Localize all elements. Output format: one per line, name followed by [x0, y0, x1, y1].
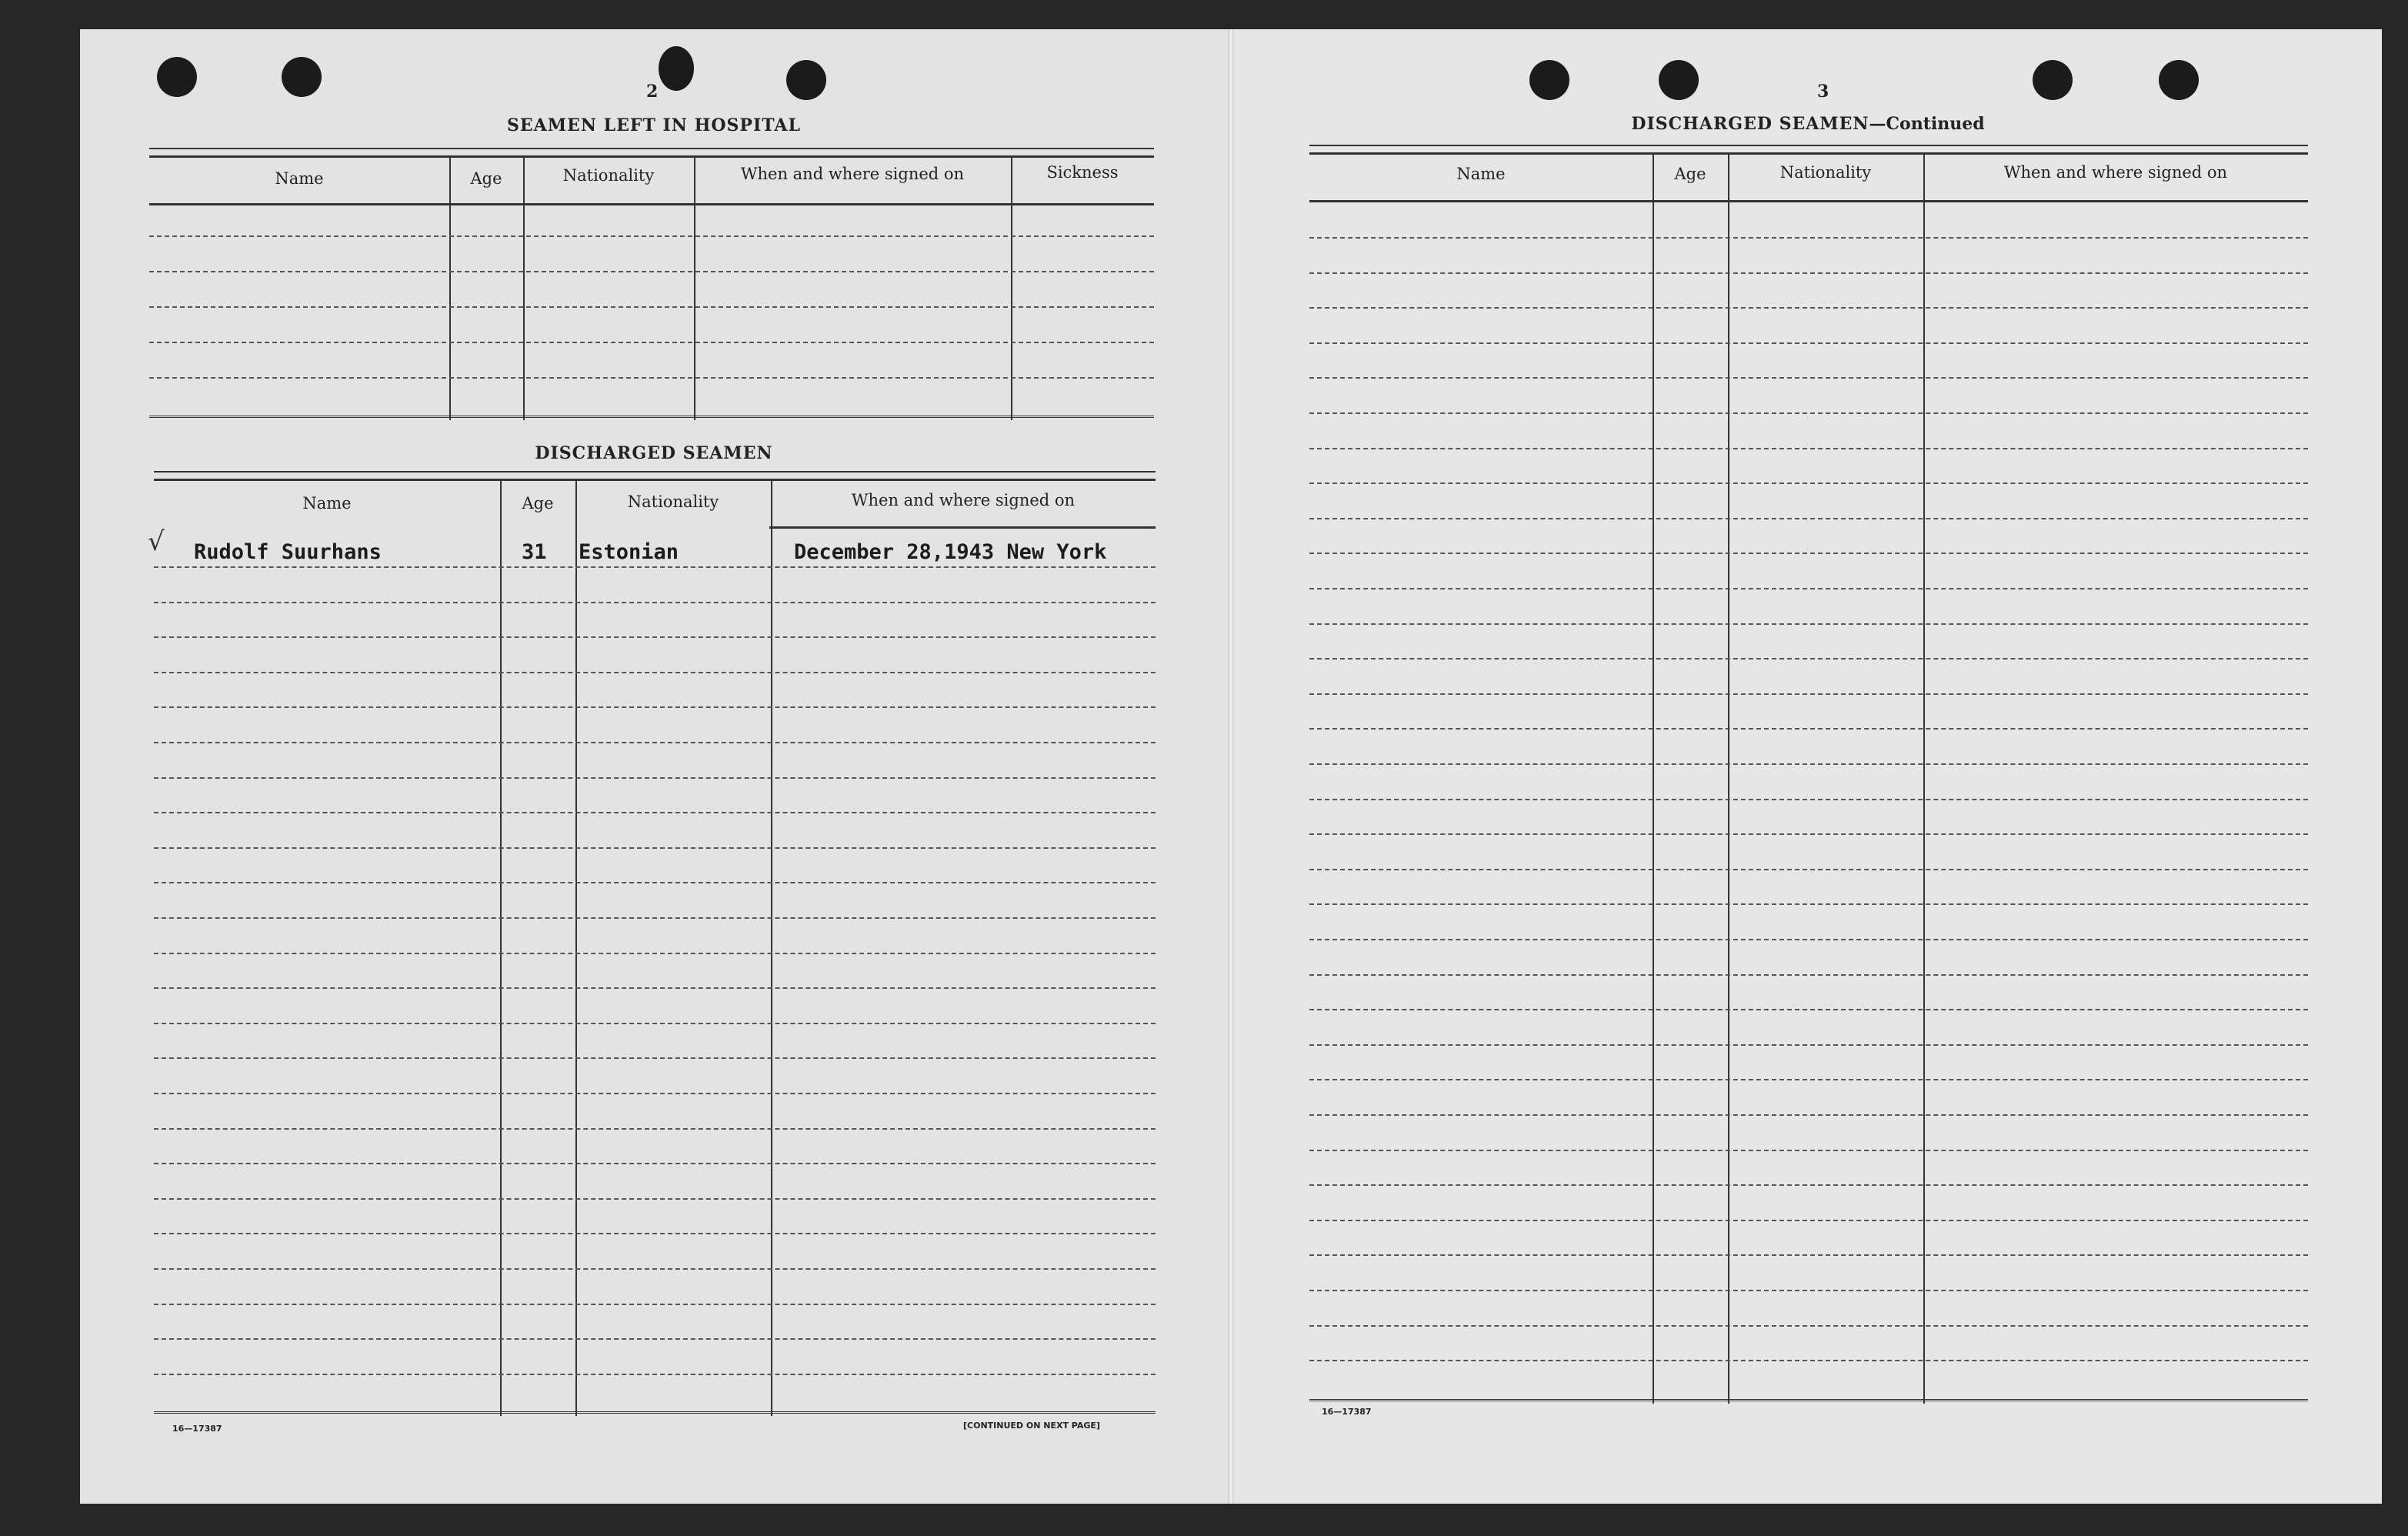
ruled-row-line — [1309, 658, 2308, 659]
ruled-row-line — [1309, 518, 2308, 519]
col-header-name: Name — [302, 494, 352, 513]
ruled-row-line — [154, 1338, 1156, 1340]
form-number: 16—17387 — [172, 1424, 222, 1434]
punch-hole — [2159, 60, 2199, 100]
page-fold — [1228, 29, 1234, 1504]
ruled-row-line — [1309, 1325, 2308, 1327]
ruled-row-line — [1309, 307, 2308, 309]
ruled-row-line — [154, 987, 1156, 989]
continued-note: [CONTINUED ON NEXT PAGE] — [963, 1421, 1100, 1431]
ruled-row-line — [149, 235, 1154, 237]
ruled-row-line — [1309, 412, 2308, 414]
ruled-row-line — [149, 377, 1154, 379]
ruled-row-line — [1309, 1114, 2308, 1116]
ruled-row-line — [154, 566, 1156, 568]
ruled-row-line — [1309, 272, 2308, 274]
hospital-table — [149, 148, 1154, 420]
ruled-row-line — [1309, 974, 2308, 976]
discharged-continued-title — [1577, 114, 2039, 134]
punch-hole — [786, 60, 826, 100]
discharged-title: DISCHARGED SEAMEN — [535, 443, 773, 463]
seaman-signed-on: December 28,1943 New York — [794, 540, 1107, 564]
ruled-row-line — [1309, 693, 2308, 695]
ruled-row-line — [1309, 623, 2308, 625]
ruled-row-line — [154, 1163, 1156, 1164]
col-header-age: Age — [1674, 165, 1706, 183]
ruled-row-line — [1309, 377, 2308, 379]
seaman-name: Rudolf Suurhans — [194, 540, 382, 564]
ruled-row-line — [154, 706, 1156, 708]
ruled-row-line — [1309, 1360, 2308, 1361]
hospital-title: SEAMEN LEFT IN HOSPITAL — [507, 115, 801, 135]
col-header-sickness: Sickness — [1046, 163, 1119, 182]
check-mark-icon: √ — [148, 526, 165, 557]
punch-hole — [2033, 60, 2073, 100]
ruled-row-line — [1309, 869, 2308, 870]
ruled-row-line — [1309, 1254, 2308, 1256]
ruled-row-line — [1309, 799, 2308, 800]
ruled-row-line — [1309, 1079, 2308, 1080]
punch-hole — [1529, 60, 1569, 100]
ruled-row-line — [1309, 237, 2308, 239]
col-header-signed-on: When and where signed on — [851, 491, 1076, 509]
ruled-row-line — [1309, 1044, 2308, 1046]
ruled-row-line — [154, 1233, 1156, 1234]
ruled-row-line — [149, 342, 1154, 343]
ruled-row-line — [154, 1023, 1156, 1024]
ruled-row-line — [154, 1268, 1156, 1270]
page-number: 2 — [646, 82, 659, 102]
discharged-continued-table — [1309, 145, 2308, 1404]
punch-hole — [659, 46, 694, 91]
ruled-row-line — [1309, 1290, 2308, 1291]
ruled-row-line — [1309, 903, 2308, 905]
ruled-row-line — [154, 917, 1156, 919]
punch-hole — [157, 57, 197, 97]
ruled-row-line — [1309, 1220, 2308, 1221]
ruled-row-line — [154, 1374, 1156, 1375]
ruled-row-line — [1309, 763, 2308, 765]
ruled-row-line — [154, 602, 1156, 603]
form-number: 16—17387 — [1322, 1407, 1372, 1417]
col-header-age: Age — [470, 169, 502, 188]
ruled-row-line — [154, 847, 1156, 849]
ruled-row-line — [154, 777, 1156, 779]
discharged-table — [148, 471, 1156, 1416]
ruled-row-line — [1309, 939, 2308, 940]
ruled-row-line — [154, 882, 1156, 883]
page-number: 3 — [1817, 82, 1829, 102]
ruled-row-line — [1309, 833, 2308, 835]
col-header-name: Name — [1456, 165, 1506, 183]
seaman-nationality: Estonian — [579, 540, 679, 564]
discharged-title-main: DISCHARGED SEAMEN — [1631, 114, 1869, 134]
ruled-row-line — [1309, 448, 2308, 449]
ruled-row-line — [1309, 728, 2308, 730]
col-header-name: Name — [275, 169, 324, 188]
ruled-row-line — [1309, 483, 2308, 484]
ruled-row-line — [154, 636, 1156, 638]
seaman-age: 31 — [522, 540, 547, 564]
col-header-age: Age — [522, 494, 554, 513]
punch-hole — [282, 57, 322, 97]
ruled-row-line — [1309, 342, 2308, 344]
col-header-nationality: Nationality — [562, 166, 655, 185]
ruled-row-line — [154, 812, 1156, 813]
ruled-row-line — [154, 1198, 1156, 1200]
ruled-row-line — [149, 306, 1154, 308]
col-header-nationality: Nationality — [1779, 163, 1872, 182]
ruled-row-line — [149, 271, 1154, 272]
ruled-row-line — [154, 1057, 1156, 1059]
ruled-row-line — [154, 1304, 1156, 1305]
ruled-row-line — [1309, 1150, 2308, 1151]
ruled-row-line — [154, 953, 1156, 954]
discharged-title-suffix: —Continued — [1869, 114, 1985, 134]
ruled-row-line — [154, 672, 1156, 673]
ruled-row-line — [154, 1093, 1156, 1094]
ruled-row-line — [1309, 1009, 2308, 1010]
col-header-nationality: Nationality — [627, 493, 719, 511]
ruled-row-line — [1309, 1184, 2308, 1186]
ruled-row-line — [1309, 553, 2308, 554]
col-header-signed-on: When and where signed on — [2003, 163, 2228, 182]
ruled-row-line — [1309, 588, 2308, 589]
punch-hole — [1659, 60, 1699, 100]
col-header-signed-on: When and where signed on — [740, 165, 965, 183]
ruled-row-line — [154, 1128, 1156, 1130]
ruled-row-line — [154, 742, 1156, 743]
